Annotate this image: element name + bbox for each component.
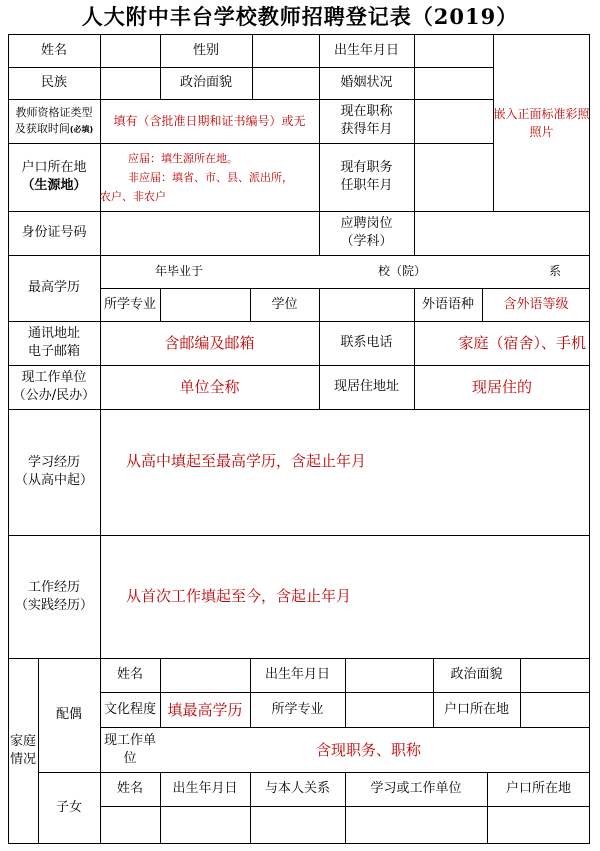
label-hukou: [8, 143, 100, 211]
label-family-line2: 情况: [9, 752, 36, 767]
label-foreign-language: 外语语种: [421, 296, 474, 312]
label-ethnicity: 民族: [40, 75, 67, 90]
label-study-history: [8, 409, 100, 535]
birth-date-field[interactable]: [414, 34, 493, 67]
work-unit-field[interactable]: 单位全称: [179, 378, 240, 396]
label-study-line1: 学习经历: [27, 455, 80, 470]
label-spouse-hukou: 户口所在地: [443, 701, 509, 717]
spouse-name-field[interactable]: [160, 658, 250, 692]
foreign-language-field[interactable]: 含外语等级: [503, 296, 569, 312]
spouse-political-field[interactable]: [520, 658, 590, 692]
label-sp-work-line1: 现工作单: [103, 732, 156, 748]
label-contact-address: [8, 321, 100, 365]
spouse-birth-field[interactable]: [345, 658, 433, 692]
label-child-birth: 出生年月日: [172, 781, 238, 796]
label-title-line2: 获得年月: [340, 122, 393, 137]
work-history-field[interactable]: 从首次工作填起至今，含起止年月: [126, 587, 352, 605]
label-birth-date: 出生年月日: [333, 42, 399, 58]
label-graduation-year: 年毕业于: [155, 264, 204, 278]
label-position-line1: 现有职务: [340, 160, 393, 175]
applied-position-field[interactable]: [414, 211, 590, 255]
spouse-education-field[interactable]: 填最高学历: [167, 700, 243, 719]
label-spouse-name: 姓名: [116, 667, 143, 682]
ethnicity-field[interactable]: [100, 67, 160, 99]
child-relation-field[interactable]: [250, 806, 345, 844]
label-hukou-line1: 户口所在地: [21, 160, 87, 175]
required-mark: (必填): [69, 124, 94, 134]
label-teacher-cert-line2: 及获取时间: [14, 121, 70, 135]
teacher-certificate-field[interactable]: 填有（含批准日期和证书编号）或无: [113, 114, 306, 128]
id-number-field[interactable]: [100, 211, 319, 255]
spouse-hukou-field[interactable]: [520, 692, 590, 727]
child-name-field[interactable]: [100, 806, 160, 844]
child-unit-field[interactable]: [345, 806, 487, 844]
label-spouse-education: 文化程度: [103, 701, 156, 717]
label-work-line2: （实践经历）: [14, 597, 93, 613]
political-status-field[interactable]: [252, 67, 319, 99]
label-spouse-work-unit: [100, 727, 160, 772]
label-department: 系: [549, 264, 562, 278]
label-work-unit: [8, 365, 100, 409]
label-spouse: 配偶: [55, 707, 82, 722]
label-highest-education: 最高学历: [27, 280, 80, 295]
current-position-field[interactable]: [414, 143, 493, 211]
hukou-hint-line2: 非应届：填省、市、县、派出所，: [128, 170, 293, 184]
study-history-field[interactable]: 从高中填起至最高学历，含起止年月: [126, 451, 367, 470]
label-work-unit-line2: （公办/民办）: [12, 388, 96, 403]
label-apply-line2: （学科）: [340, 234, 393, 249]
label-study-line2: （从高中起）: [14, 473, 93, 488]
label-hukou-line2: （生源地）: [21, 178, 87, 193]
label-name: 姓名: [40, 42, 67, 58]
label-gender: 性别: [192, 42, 219, 58]
photo-hint-line1: 嵌入正面标准彩照: [493, 106, 590, 121]
label-child-hukou: 户口所在地: [505, 781, 571, 796]
label-political-status: 政治面貌: [179, 75, 232, 90]
label-spouse-birth: 出生年月日: [264, 667, 330, 682]
photo-placeholder[interactable]: [493, 34, 590, 211]
label-professional-title: [319, 99, 414, 143]
label-major: 所学专业: [103, 296, 156, 312]
child-birth-field[interactable]: [160, 806, 250, 844]
professional-title-field[interactable]: [414, 99, 493, 143]
label-position-line2: 任职年月: [340, 178, 393, 193]
label-marital-status: 婚姻状况: [340, 75, 393, 90]
hukou-field[interactable]: [100, 143, 319, 211]
form-title: 人大附中丰台学校教师招聘登记表（2019）: [81, 4, 519, 29]
degree-field[interactable]: [319, 288, 414, 321]
spouse-work-unit-field[interactable]: 含现职务、职称: [316, 740, 422, 759]
label-school: 校（院）: [378, 264, 427, 278]
label-child-relation: 与本人关系: [264, 781, 330, 796]
label-teacher-cert-line1: 教师资格证类型: [15, 105, 93, 119]
photo-hint-line2: 照片: [529, 124, 554, 139]
label-family-line1: 家庭: [9, 734, 36, 749]
label-applied-position: [319, 211, 414, 255]
child-hukou-field[interactable]: [487, 806, 590, 844]
label-current-position: [319, 143, 414, 211]
label-teacher-certificate: [8, 99, 100, 143]
gender-field[interactable]: [252, 34, 319, 67]
spouse-major-field[interactable]: [345, 692, 433, 727]
label-work-unit-line1: 现工作单位: [21, 370, 87, 385]
label-degree: 学位: [271, 296, 298, 312]
label-family-situation: [8, 658, 38, 844]
hukou-hint-line1: 应届：填生源所在地。: [128, 151, 238, 165]
label-id-number: 身份证号码: [21, 225, 87, 240]
label-phone: 联系电话: [340, 335, 393, 350]
label-spouse-major: 所学专业: [271, 701, 324, 717]
name-field[interactable]: [100, 34, 160, 67]
label-spouse-political: 政治面貌: [450, 667, 503, 682]
phone-field[interactable]: 家庭（宿舍）、手机: [458, 334, 586, 352]
hukou-hint-line3: 农户、非农户: [100, 189, 166, 203]
major-field[interactable]: [160, 288, 250, 321]
label-address-line1: 通讯地址: [27, 326, 80, 341]
label-apply-line1: 应聘岗位: [340, 216, 393, 231]
label-address-line2: 电子邮箱: [27, 344, 80, 359]
label-child-unit: 学习或工作单位: [370, 781, 462, 796]
label-children: 子女: [55, 800, 82, 815]
label-work-line1: 工作经历: [27, 579, 80, 595]
contact-address-field[interactable]: 含邮编及邮箱: [164, 334, 255, 352]
label-residence: 现居住地址: [333, 379, 399, 394]
residence-field[interactable]: 现居住的: [471, 378, 532, 396]
label-title-line1: 现在职称: [340, 104, 393, 119]
label-sp-work-line2: 位: [123, 750, 137, 766]
label-work-history: [8, 535, 100, 658]
marital-status-field[interactable]: [414, 67, 493, 99]
label-child-name: 姓名: [116, 781, 143, 796]
